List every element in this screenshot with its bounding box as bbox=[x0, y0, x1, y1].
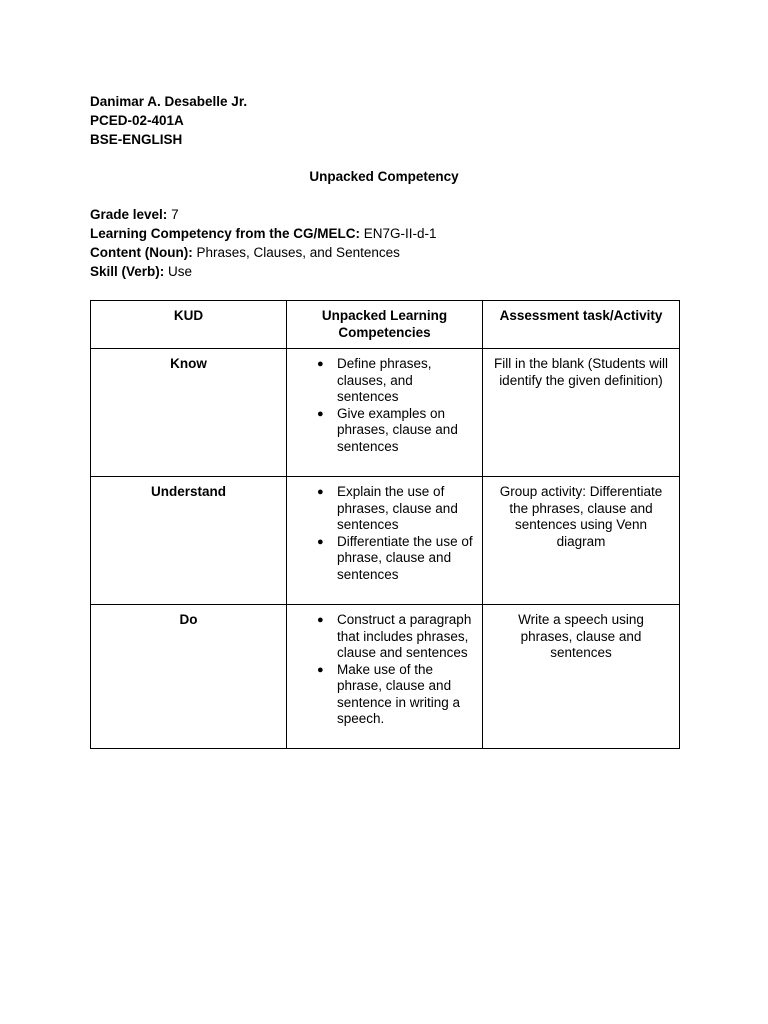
list-item bbox=[317, 661, 474, 728]
skill-label: Skill (Verb): bbox=[90, 264, 165, 279]
content-label: Content (Noun): bbox=[90, 245, 193, 260]
author-name: Danimar A. Desabelle Jr. bbox=[90, 94, 248, 109]
competencies-cell bbox=[287, 349, 483, 477]
table-row bbox=[91, 477, 680, 605]
competency-list bbox=[295, 484, 474, 583]
kud-cell-do: Do bbox=[91, 605, 287, 749]
competency-list bbox=[295, 356, 474, 455]
section-code: PCED-02-401A bbox=[90, 113, 184, 128]
bullet-icon: ● bbox=[317, 407, 324, 420]
bullet-icon: ● bbox=[317, 614, 324, 626]
list-item bbox=[317, 612, 474, 662]
competency-list bbox=[295, 612, 474, 728]
competency-meta bbox=[90, 205, 437, 281]
assessment-cell: Group activity: Differentiate the phrases, clause and sentences using Venn diagram bbox=[483, 477, 680, 605]
skill-line bbox=[90, 262, 437, 281]
table-row bbox=[91, 349, 680, 477]
kud-cell-understand: Understand bbox=[91, 477, 287, 605]
learning-competency-line bbox=[90, 224, 437, 243]
grade-level-label: Grade level: bbox=[90, 207, 168, 222]
competency-text: Make use of the phrase, clause and sentence in writing a speech. bbox=[337, 661, 461, 726]
bullet-icon: ● bbox=[317, 486, 324, 498]
bullet-icon: ● bbox=[317, 358, 324, 370]
learning-competency-value: EN7G-II-d-1 bbox=[363, 226, 437, 241]
competency-text: Construct a paragraph that includes phrases, clause and sentences bbox=[337, 612, 472, 660]
bullet-icon: ● bbox=[317, 663, 324, 676]
competency-text: Define phrases, clauses, and sentences bbox=[337, 356, 432, 404]
list-item bbox=[317, 356, 474, 406]
list-item bbox=[317, 484, 474, 534]
content-value: Phrases, Clauses, and Sentences bbox=[196, 245, 400, 260]
competencies-cell bbox=[287, 605, 483, 749]
content-line bbox=[90, 243, 437, 262]
competency-text: Give examples on phrases, clause and sentences bbox=[337, 405, 458, 454]
bullet-icon: ● bbox=[317, 535, 324, 548]
kud-cell-know: Know bbox=[91, 349, 287, 477]
competency-text: Explain the use of phrases, clause and sentences bbox=[337, 484, 458, 532]
table-row bbox=[91, 605, 680, 749]
author-info bbox=[90, 92, 247, 149]
column-header-assessment: Assessment task/Activity bbox=[483, 301, 680, 349]
grade-level-line bbox=[90, 205, 437, 224]
column-header-kud: KUD bbox=[91, 301, 287, 349]
column-header-competencies: Unpacked Learning Competencies bbox=[287, 301, 483, 349]
skill-value: Use bbox=[168, 264, 193, 279]
assessment-cell: Write a speech using phrases, clause and sentences bbox=[483, 605, 680, 749]
table-header-row bbox=[91, 301, 680, 349]
assessment-cell: Fill in the blank (Students will identify the given definition) bbox=[483, 349, 680, 477]
learning-competency-label: Learning Competency from the CG/MELC: bbox=[90, 226, 361, 241]
list-item bbox=[317, 405, 474, 456]
competencies-cell bbox=[287, 477, 483, 605]
program-name: BSE-ENGLISH bbox=[90, 132, 183, 147]
competency-text: Differentiate the use of phrase, clause and sentences bbox=[337, 533, 473, 582]
grade-level-value: 7 bbox=[171, 207, 179, 222]
document-title: Unpacked Competency bbox=[309, 169, 459, 184]
list-item bbox=[317, 533, 474, 584]
kud-table bbox=[90, 300, 680, 749]
